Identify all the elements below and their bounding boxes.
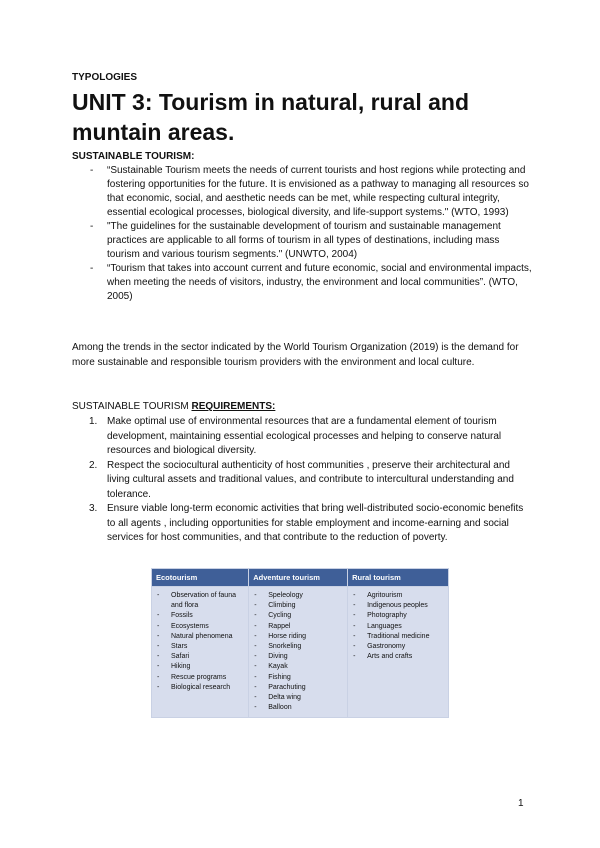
- ecotourism-list: [155, 591, 245, 693]
- list-item: - Snorkeling: [252, 642, 344, 652]
- list-item: - Kayak: [252, 662, 344, 672]
- trends-paragraph: Among the trends in the sector indicated by the World Tourism Organization (2019) is the demand for more sustainable and responsible tourism providers with the environment and local culture.: [72, 342, 519, 368]
- list-item: - Horse riding: [252, 632, 344, 642]
- dash-bullet: -: [90, 165, 94, 176]
- requirement-item: [72, 415, 532, 459]
- requirements-heading: [72, 401, 275, 412]
- requirement-number: 3.: [89, 503, 98, 514]
- requirement-text: Make optimal use of environmental resources that are a fundamental element of tourism development, maintaining essential ecological processes and helping to conserve natural resources and biological diversity.: [107, 416, 502, 456]
- requirements-heading-word: REQUIREMENTS:: [191, 401, 276, 412]
- list-item: - Parachuting: [252, 683, 344, 693]
- list-item: - Observation of fauna and flora: [155, 591, 245, 611]
- list-item: - Safari: [155, 652, 245, 662]
- list-item: - Natural phenomena: [155, 632, 245, 642]
- list-item: - Rescue programs: [155, 673, 245, 683]
- list-item: - Biological research: [155, 683, 245, 693]
- adventure-cell: [249, 587, 348, 718]
- table-header-row: [152, 569, 449, 587]
- dash-bullet: -: [90, 263, 94, 274]
- list-item: - Stars: [155, 642, 245, 652]
- definition-text: “Tourism that takes into account current and future economic, social and environmental impacts, when meeting the needs of visitors, industry, the environment and local communities”. (WTO, 2005): [107, 263, 532, 302]
- list-item: - Fishing: [252, 673, 344, 683]
- rural-cell: [348, 587, 449, 718]
- page-title: UNIT 3: Tourism in natural, rural and muntain areas.: [72, 89, 470, 145]
- header-rural-tourism: Rural tourism: [348, 569, 449, 587]
- requirements-heading-prefix: SUSTAINABLE TOURISM: [72, 401, 192, 412]
- list-item: - Gastronomy: [351, 642, 445, 652]
- section-label: TYPOLOGIES: [72, 72, 138, 83]
- ecotourism-cell: [152, 587, 249, 718]
- list-item: - Climbing: [252, 601, 344, 611]
- requirement-item: [72, 502, 532, 546]
- list-item: - Traditional medicine: [351, 632, 445, 642]
- definition-text: “Sustainable Tourism meets the needs of current tourists and host regions while protecting and fostering opportunities for the future. It is envisioned as a pathway to managing all resources so that economic, social, and aesthetic needs can be met, while respecting cultural integrity, essential ecological processes, biological diversity, and life-support systems." (WTO, 1993): [107, 165, 529, 218]
- sustainable-tourism-heading: SUSTAINABLE TOURISM:: [72, 151, 195, 162]
- adventure-list: [252, 591, 344, 713]
- list-item: - Balloon: [252, 703, 344, 713]
- table-row: [152, 587, 449, 718]
- list-item: - Agritourism: [351, 591, 445, 601]
- rural-list: [351, 591, 445, 662]
- list-item: - Fossils: [155, 611, 245, 621]
- list-item: - Languages: [351, 622, 445, 632]
- definition-text: "The guidelines for the sustainable development of tourism and sustainable management practices are applicable to all forms of tourism in all types of destinations, including mass tourism and various tourism segments." (UNWTO, 2004): [107, 221, 501, 260]
- list-item: - Speleology: [252, 591, 344, 601]
- list-item: - Diving: [252, 652, 344, 662]
- requirement-text: Respect the sociocultural authenticity of host communities , preserve their architectural and living cultural assets and traditional values, and contribute to intercultural understanding and tolerance.: [107, 459, 514, 500]
- list-item: - Photography: [351, 611, 445, 621]
- list-item: - Indigenous peoples: [351, 601, 445, 611]
- list-item: - Delta wing: [252, 693, 344, 703]
- list-item: - Ecosystems: [155, 622, 245, 632]
- list-item: - Arts and crafts: [351, 652, 445, 662]
- tourism-types-table: [151, 568, 449, 718]
- requirement-text: Ensure viable long-term economic activities that bring well-distributed socio-economic benefits to all agents , including opportunities for stable employment and income-earning and social services for host communities, and that contribute to the reduction of poverty.: [107, 503, 524, 543]
- list-item: - Rappel: [252, 622, 344, 632]
- definition-item: [72, 220, 532, 262]
- definition-item: [72, 164, 532, 220]
- requirements-list: [72, 415, 532, 546]
- requirement-number: 2.: [89, 459, 98, 471]
- requirement-item: [72, 459, 532, 503]
- header-adventure-tourism: Adventure tourism: [249, 569, 348, 587]
- list-item: - Cycling: [252, 611, 344, 621]
- requirement-number: 1.: [89, 416, 98, 427]
- dash-bullet: -: [90, 221, 94, 232]
- definition-list: [72, 164, 532, 304]
- list-item: - Hiking: [155, 662, 245, 672]
- definition-item: [72, 262, 532, 304]
- header-ecotourism: Ecotourism: [152, 569, 249, 587]
- page-number: 1: [518, 798, 524, 809]
